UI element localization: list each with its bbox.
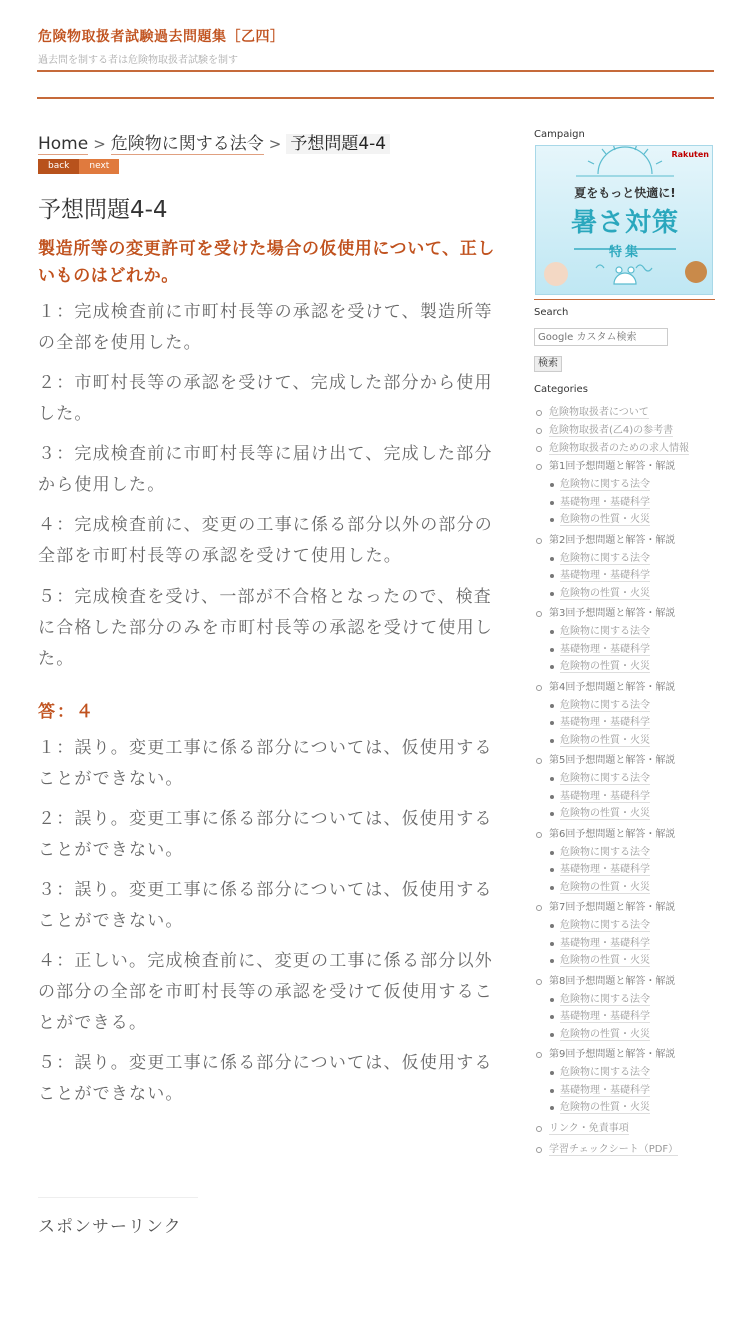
category-subitem bbox=[549, 1099, 734, 1117]
category-sublink[interactable]: 危険物に関する法令 bbox=[560, 479, 650, 490]
category-item bbox=[534, 440, 734, 458]
breadcrumb-separator: > bbox=[93, 135, 106, 153]
breadcrumb bbox=[38, 129, 390, 154]
category-item bbox=[534, 1120, 734, 1138]
category-subitem bbox=[549, 788, 734, 806]
explanation-item: ４：正しい。完成検査前に、変更の工事に係る部分以外の部分の全部を市町村長等の承認を受けて仮使用することができる。 bbox=[38, 951, 493, 1033]
site-title[interactable]: 危険物取扱者試験過去問題集［乙四］ bbox=[38, 29, 285, 45]
category-sublink[interactable]: 危険物に関する法令 bbox=[560, 920, 650, 931]
category-group bbox=[534, 1046, 734, 1117]
pager bbox=[38, 159, 119, 174]
sponsor-heading: スポンサーリンク bbox=[38, 1217, 182, 1237]
category-sublink[interactable]: 危険物の性質・火災 bbox=[560, 1102, 650, 1113]
campaign-banner[interactable] bbox=[535, 145, 713, 295]
category-subitem bbox=[549, 1064, 734, 1082]
category-link[interactable]: 危険物取扱者(乙4)の参考書 bbox=[549, 425, 674, 436]
category-group bbox=[534, 458, 734, 529]
category-subitem bbox=[549, 1008, 734, 1026]
choice-item: ４：完成検査前に、変更の工事に係る部分以外の部分の全部を市町村長等の承認を受けて使用した。 bbox=[38, 515, 493, 566]
category-subitem bbox=[549, 861, 734, 879]
page-title: 予想問題4-4 bbox=[38, 197, 168, 223]
header-divider bbox=[37, 70, 714, 72]
category-subitem bbox=[549, 1082, 734, 1100]
category-group-label: 第3回予想問題と解答・解説 bbox=[549, 608, 676, 619]
banner-line1: 夏をもっと快適に! bbox=[574, 186, 676, 200]
site-description: 過去問を制する者は危険物取扱者試験を制す bbox=[38, 55, 238, 66]
category-sublink[interactable]: 危険物に関する法令 bbox=[560, 552, 650, 564]
category-subitem bbox=[549, 623, 734, 641]
category-subitem bbox=[549, 952, 734, 970]
choice-item: ２：市町村長等の承認を受けて、完成した部分から使用した。 bbox=[38, 373, 493, 424]
category-group bbox=[534, 532, 734, 603]
category-subitem bbox=[549, 844, 734, 862]
category-sublink[interactable]: 基礎物理・基礎科学 bbox=[560, 717, 650, 728]
category-link[interactable]: 危険物取扱者のための求人情報 bbox=[549, 443, 689, 454]
category-sublink[interactable]: 危険物の性質・火災 bbox=[560, 587, 650, 599]
category-link[interactable]: 学習チェックシート（PDF） bbox=[549, 1143, 679, 1155]
category-sublink[interactable]: 基礎物理・基礎科学 bbox=[560, 937, 650, 949]
next-button[interactable]: next bbox=[79, 159, 119, 174]
search-heading: Search bbox=[534, 307, 569, 318]
category-link[interactable]: 危険物取扱者について bbox=[549, 407, 649, 418]
breadcrumb-separator: > bbox=[268, 135, 282, 153]
category-subitem bbox=[549, 658, 734, 676]
category-group-label: 第9回予想問題と解答・解説 bbox=[549, 1049, 676, 1060]
category-group-label: 第5回予想問題と解答・解説 bbox=[549, 755, 676, 766]
breadcrumb-category-link[interactable]: 危険物に関する法令 bbox=[110, 134, 264, 154]
category-sublink[interactable]: 危険物の性質・火災 bbox=[560, 661, 650, 672]
answer-label: 答：４ bbox=[38, 702, 95, 722]
category-sublink[interactable]: 危険物の性質・火災 bbox=[560, 808, 650, 819]
category-group-label: 第2回予想問題と解答・解説 bbox=[549, 534, 676, 546]
category-sublink[interactable]: 基礎物理・基礎科学 bbox=[560, 570, 650, 581]
category-subitem bbox=[549, 917, 734, 935]
category-subitem bbox=[549, 494, 734, 512]
category-sublink[interactable]: 危険物に関する法令 bbox=[560, 993, 650, 1005]
explanation-item: ５：誤り。変更工事に係る部分については、仮使用することができない。 bbox=[38, 1053, 493, 1104]
category-sublink[interactable]: 基礎物理・基礎科学 bbox=[560, 1011, 650, 1022]
category-subitem bbox=[549, 991, 734, 1009]
category-group bbox=[534, 605, 734, 676]
category-sublink[interactable]: 危険物に関する法令 bbox=[560, 773, 650, 784]
banner-line3: 特集 bbox=[608, 245, 641, 260]
category-subitem bbox=[549, 879, 734, 897]
category-subitem bbox=[549, 550, 734, 568]
choice-item: ５：完成検査を受け、一部が不合格となったので、検査に合格した部分のみを市町村長等の承認を受けて使用した。 bbox=[38, 587, 493, 669]
category-group-label: 第4回予想問題と解答・解説 bbox=[549, 681, 676, 693]
category-subitem bbox=[549, 714, 734, 732]
campaign-divider bbox=[534, 299, 715, 300]
categories-list bbox=[534, 404, 734, 1159]
category-item bbox=[534, 422, 734, 440]
category-group-label: 第7回予想問題と解答・解説 bbox=[549, 902, 676, 913]
category-subitem bbox=[549, 567, 734, 585]
category-subitem bbox=[549, 732, 734, 750]
search-input[interactable] bbox=[534, 328, 668, 346]
category-sublink[interactable]: 基礎物理・基礎科学 bbox=[560, 496, 650, 508]
category-group bbox=[534, 679, 734, 750]
category-sublink[interactable]: 危険物の性質・火災 bbox=[560, 514, 650, 525]
category-sublink[interactable]: 基礎物理・基礎科学 bbox=[560, 864, 650, 875]
category-subitem bbox=[549, 770, 734, 788]
nav-divider bbox=[37, 97, 714, 99]
category-group bbox=[534, 973, 734, 1044]
category-group-label: 第8回予想問題と解答・解説 bbox=[549, 975, 676, 987]
breadcrumb-current: 予想問題4-4 bbox=[286, 134, 390, 154]
category-sublink[interactable]: 基礎物理・基礎科学 bbox=[560, 643, 650, 655]
categories-heading: Categories bbox=[534, 384, 588, 395]
category-group bbox=[534, 752, 734, 823]
category-sublink[interactable]: 危険物の性質・火災 bbox=[560, 955, 650, 966]
category-sublink[interactable]: 危険物の性質・火災 bbox=[560, 1028, 650, 1040]
category-subitem bbox=[549, 697, 734, 715]
rakuten-logo: Rakuten bbox=[671, 150, 709, 159]
category-sublink[interactable]: 危険物に関する法令 bbox=[560, 626, 650, 637]
category-sublink[interactable]: 基礎物理・基礎科学 bbox=[560, 790, 650, 802]
category-sublink[interactable]: 危険物の性質・火災 bbox=[560, 881, 650, 893]
category-subitem bbox=[549, 585, 734, 603]
explanation-item: １：誤り。変更工事に係る部分については、仮使用することができない。 bbox=[38, 738, 493, 789]
category-group bbox=[534, 826, 734, 897]
choice-item: １：完成検査前に市町村長等の承認を受けて、製造所等の全部を使用した。 bbox=[38, 302, 493, 353]
category-subitem bbox=[549, 805, 734, 823]
explanation-item: ３：誤り。変更工事に係る部分については、仮使用することができない。 bbox=[38, 880, 493, 931]
question-text: 製造所等の変更許可を受けた場合の仮使用について、正しいものはどれか。 bbox=[38, 239, 495, 286]
campaign-heading: Campaign bbox=[534, 129, 585, 140]
explanation-item: ２：誤り。変更工事に係る部分については、仮使用することができない。 bbox=[38, 809, 493, 860]
search-button[interactable]: 検索 bbox=[534, 356, 562, 372]
sponsor-divider bbox=[38, 1197, 198, 1198]
choice-item: ３：完成検査前に市町村長等に届け出て、完成した部分から使用した。 bbox=[38, 444, 493, 495]
breadcrumb-home-link[interactable]: Home bbox=[38, 134, 89, 154]
category-item bbox=[534, 404, 734, 422]
category-item bbox=[534, 1141, 734, 1159]
category-sublink[interactable]: 危険物に関する法令 bbox=[560, 1067, 650, 1078]
category-subitem bbox=[549, 641, 734, 659]
category-subitem bbox=[549, 476, 734, 494]
category-subitem bbox=[549, 511, 734, 529]
category-group-label: 第6回予想問題と解答・解説 bbox=[549, 828, 676, 840]
category-group-label: 第1回予想問題と解答・解説 bbox=[549, 461, 676, 472]
category-sublink[interactable]: 危険物の性質・火災 bbox=[560, 734, 650, 746]
category-sublink[interactable]: 危険物に関する法令 bbox=[560, 846, 650, 858]
category-link[interactable]: リンク・免責事項 bbox=[549, 1122, 629, 1134]
category-group bbox=[534, 899, 734, 970]
category-subitem bbox=[549, 1026, 734, 1044]
category-sublink[interactable]: 基礎物理・基礎科学 bbox=[560, 1084, 650, 1096]
back-button[interactable]: back bbox=[38, 159, 79, 174]
banner-line2: 暑さ対策 bbox=[570, 208, 679, 238]
category-subitem bbox=[549, 935, 734, 953]
category-sublink[interactable]: 危険物に関する法令 bbox=[560, 699, 650, 711]
